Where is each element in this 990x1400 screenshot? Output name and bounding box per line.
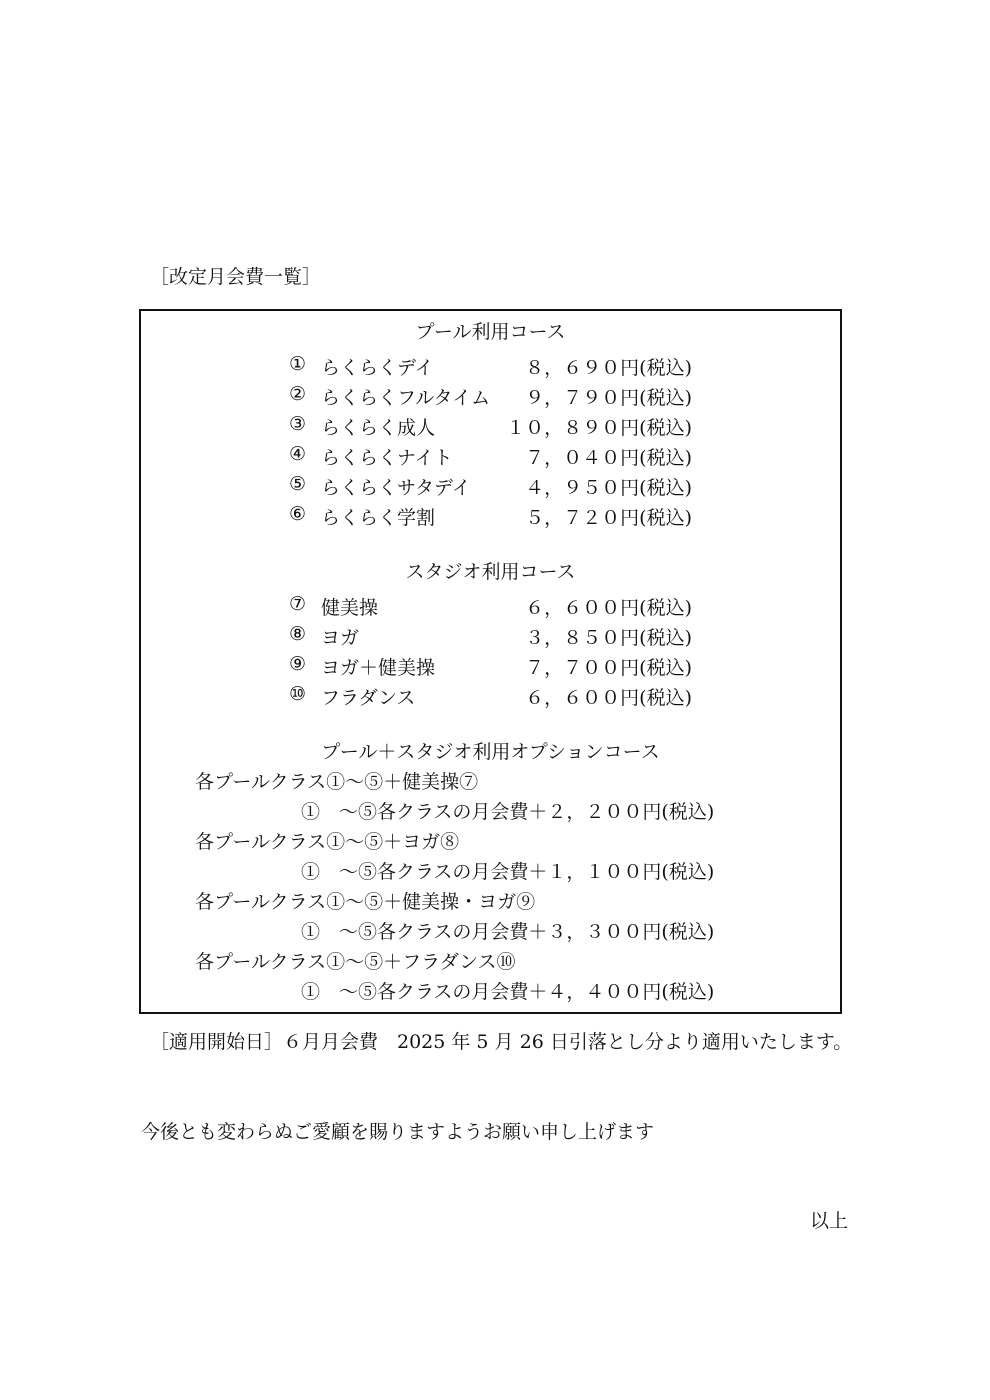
pool-course-row xyxy=(141,353,840,377)
studio-course-row xyxy=(141,623,840,647)
end-mark: 以上 xyxy=(810,1210,849,1232)
option-course-detail: ① ～⑤各クラスの月会費＋４，４００円(税込) xyxy=(301,981,715,1003)
course-price: ５，７２０円(税込) xyxy=(525,507,692,529)
course-name: 健美操 xyxy=(321,597,379,619)
course-number: ④ xyxy=(289,443,307,465)
course-price: ６，６００円(税込) xyxy=(525,597,692,619)
course-number: ② xyxy=(289,383,307,405)
course-price: ７，７００円(税込) xyxy=(525,657,692,679)
course-price: ３，８５０円(税込) xyxy=(525,627,692,649)
course-number: ⑨ xyxy=(289,653,307,675)
course-name: らくらく学割 xyxy=(321,507,436,529)
pool-course-row xyxy=(141,443,840,467)
option-course-label: 各プールクラス①～⑤＋ヨガ⑧ xyxy=(195,831,460,853)
course-number: ⑧ xyxy=(289,623,307,645)
course-name: らくらくサタデイ xyxy=(321,477,471,499)
studio-section-title: スタジオ利用コース xyxy=(405,561,576,583)
course-number: ③ xyxy=(289,413,307,435)
course-number: ① xyxy=(289,353,307,375)
course-name: フラダンス xyxy=(321,687,416,709)
studio-course-row xyxy=(141,683,840,707)
studio-course-row xyxy=(141,653,840,677)
course-price: ８，６９０円(税込) xyxy=(525,357,692,379)
course-price: ４，９５０円(税込) xyxy=(525,477,692,499)
course-number: ⑥ xyxy=(289,503,307,525)
course-number: ⑩ xyxy=(289,683,307,705)
course-price: ９，７９０円(税込) xyxy=(525,387,692,409)
course-name: らくらくデイ xyxy=(321,357,434,379)
fee-table-box xyxy=(139,309,842,1014)
course-number: ⑦ xyxy=(289,593,307,615)
course-number: ⑤ xyxy=(289,473,307,495)
closing-remark: 今後とも変わらぬご愛顧を賜りますようお願い申し上げます xyxy=(141,1121,655,1143)
pool-course-row xyxy=(141,503,840,527)
course-name: らくらくナイト xyxy=(321,447,453,469)
course-price: ７，０４０円(税込) xyxy=(525,447,692,469)
option-course-label: 各プールクラス①～⑤＋フラダンス⑩ xyxy=(195,951,516,973)
pool-section-title: プール利用コース xyxy=(415,321,566,343)
pool-course-row xyxy=(141,473,840,497)
course-price: １０，８９０円(税込) xyxy=(506,417,692,439)
course-name: らくらく成人 xyxy=(321,417,436,439)
course-name: らくらくフルタイム xyxy=(321,387,491,409)
option-course-label: 各プールクラス①～⑤＋健美操⑦ xyxy=(195,771,479,793)
option-course-detail: ① ～⑤各クラスの月会費＋１，１００円(税込) xyxy=(301,861,715,883)
studio-course-row xyxy=(141,593,840,617)
course-price: ６，６００円(税込) xyxy=(525,687,692,709)
option-course-detail: ① ～⑤各クラスの月会費＋３，３００円(税込) xyxy=(301,921,715,943)
course-name: ヨガ＋健美操 xyxy=(321,657,436,679)
option-course-detail: ① ～⑤各クラスの月会費＋２，２００円(税込) xyxy=(301,801,715,823)
course-name: ヨガ xyxy=(321,627,360,649)
pool-course-row xyxy=(141,383,840,407)
start-date-notice: ［適用開始日］６月月会費 2025 年 5 月 26 日引落とし分より適用いたします。 xyxy=(150,1031,853,1053)
page-heading: ［改定月会費一覧］ xyxy=(150,266,322,288)
pool-course-row xyxy=(141,413,840,437)
option-section-title: プール＋スタジオ利用オプションコース xyxy=(321,741,660,763)
option-course-label: 各プールクラス①～⑤＋健美操・ヨガ⑨ xyxy=(195,891,536,913)
